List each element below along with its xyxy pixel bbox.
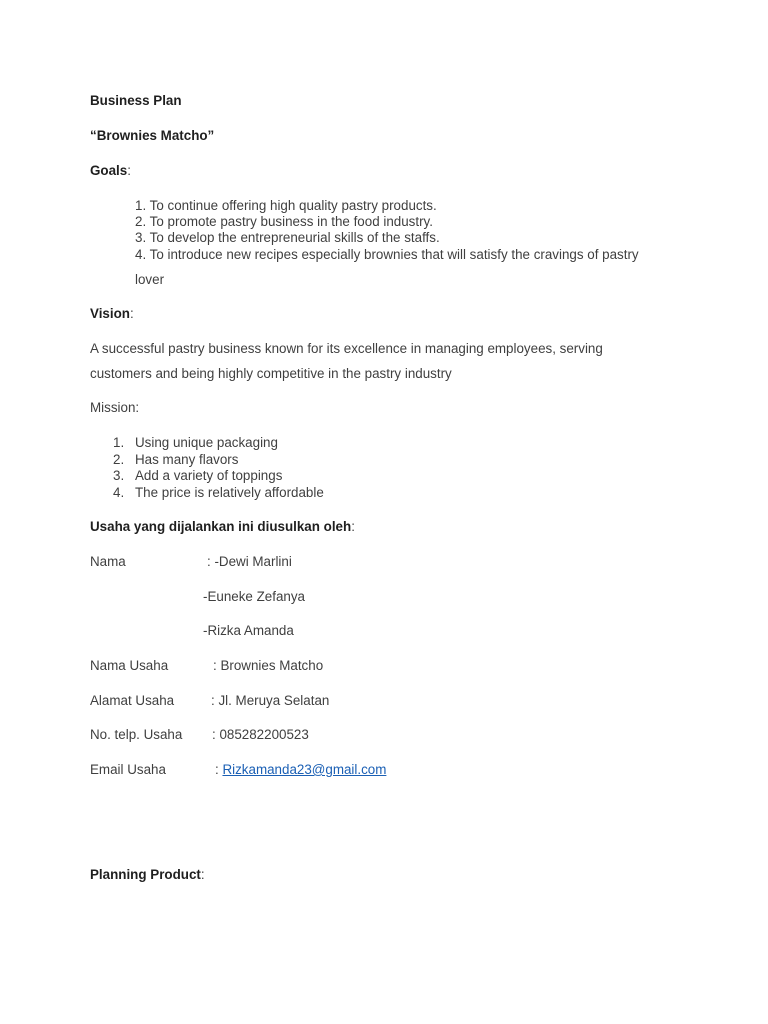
mission-item-number: 4.: [113, 485, 125, 500]
goal-item-1: 1. To continue offering high quality pastry products.: [135, 198, 437, 213]
nama-usaha-label: Nama Usaha: [90, 658, 169, 673]
mission-item-number: 1.: [113, 435, 125, 450]
goal-item-4: 4. To introduce new recipes especially brownies that will satisfy the cravings of pastry: [135, 247, 639, 262]
mission-item-1: [113, 435, 278, 451]
mission-item-number: 2.: [113, 452, 125, 467]
goal-item-2: 2. To promote pastry business in the food industry.: [135, 214, 433, 229]
nama-value-3: -Rizka Amanda: [203, 623, 294, 638]
mission-item-4: [113, 485, 324, 501]
vision-heading: Vision: [90, 306, 130, 321]
goals-heading: Goals: [90, 163, 128, 178]
telp-usaha-value: : 085282200523: [212, 727, 309, 742]
mission-item-text: Has many flavors: [135, 452, 239, 467]
mission-item-number: 3.: [113, 468, 125, 483]
nama-value-2: -Euneke Zefanya: [203, 589, 305, 604]
mission-item-2: [113, 452, 238, 468]
goals-heading-line: [90, 163, 131, 179]
proposers-colon: :: [351, 519, 355, 534]
planning-heading: Planning Product: [90, 867, 201, 882]
goal-item-3: 3. To develop the entrepreneurial skills of the staffs.: [135, 230, 440, 245]
planning-colon: :: [200, 867, 205, 882]
nama-usaha-value: : Brownies Matcho: [213, 658, 324, 673]
email-usaha-value-line: [215, 762, 386, 778]
mission-item-text: Add a variety of toppings: [135, 468, 283, 483]
proposers-heading: Usaha yang dijalankan ini diusulkan oleh: [90, 519, 352, 534]
mission-item-text: Using unique packaging: [135, 435, 278, 450]
vision-colon: :: [129, 306, 134, 321]
telp-usaha-label: No. telp. Usaha: [90, 727, 183, 742]
alamat-usaha-label: Alamat Usaha: [90, 693, 175, 708]
vision-text-line-2: customers and being highly competitive in the pastry industry: [90, 366, 452, 381]
goals-colon: :: [127, 163, 131, 178]
mission-heading: Mission:: [90, 400, 140, 415]
vision-text-line-1: A successful pastry business known for its excellence in managing employees, serving: [90, 341, 603, 356]
mission-item-3: [113, 468, 282, 484]
planning-heading-line: [90, 867, 205, 883]
email-usaha-label: Email Usaha: [90, 762, 166, 777]
goal-item-4-continued: lover: [135, 272, 165, 287]
business-name-heading: “Brownies Matcho”: [90, 128, 215, 143]
nama-value-1: : -Dewi Marlini: [207, 554, 292, 569]
nama-label: Nama: [90, 554, 126, 569]
email-colon: :: [215, 762, 219, 777]
document-title: Business Plan: [90, 93, 182, 108]
vision-heading-line: [90, 306, 134, 322]
email-link[interactable]: Rizkamanda23@gmail.com: [222, 762, 387, 777]
alamat-usaha-value: : Jl. Meruya Selatan: [211, 693, 330, 708]
proposers-heading-line: [90, 519, 355, 535]
mission-item-text: The price is relatively affordable: [135, 485, 324, 500]
